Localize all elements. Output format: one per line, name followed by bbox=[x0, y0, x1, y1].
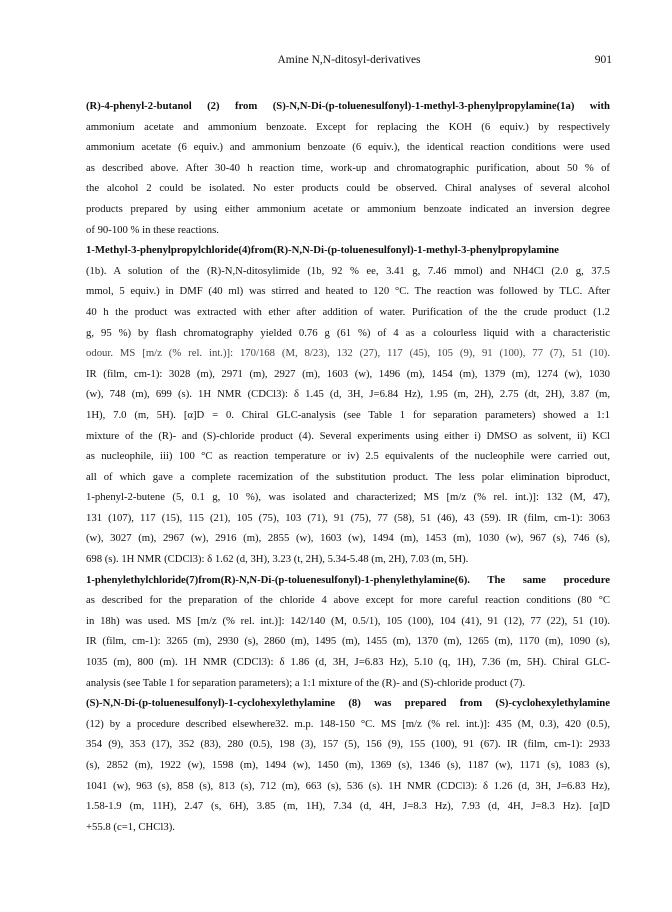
paragraph-ditosylamine-8 bbox=[86, 693, 610, 837]
text-line: 1041 (w), 963 (s), 858 (s), 813 (s), 712 (m), 663 (s), 536 (s). 1H NMR (CDCl3): δ 1.26 (d, 3H, J=6.83 Hz), bbox=[86, 779, 610, 792]
text-line: (R)-4-phenyl-2-butanol (2) from (S)-N,N-Di-(p-toluenesulfonyl)-1-methyl-3-phenylpropylamine(1a) with bbox=[86, 100, 610, 112]
text-line: odour. MS [m/z (% rel. int.)]: 170/168 (M, 8/23), 132 (27), 117 (45), 105 (9), 91 (100), 77 (7), 51 (10). bbox=[86, 347, 610, 360]
text-line: ammonium acetate and ammonium benzoate. Except for replacing the KOH (6 equiv.) by respectively bbox=[86, 120, 610, 133]
text-line: products prepared by using either ammonium acetate or ammonium benzoate indicated an inversion degree bbox=[86, 202, 610, 215]
text-line: ammonium acetate (6 equiv.) and ammonium benzoate (6 equiv.), the identical reaction conditions were used bbox=[86, 141, 610, 154]
paragraph-alcohol-ammonium bbox=[86, 96, 610, 240]
text-line: (S)-N,N-Di-(p-toluenesulfonyl)-1-cyclohexylethylamine (8) was prepared from (S)-cyclohexylethylamine bbox=[86, 697, 610, 710]
text-line: 1-phenylethylchloride(7)from(R)-N,N-Di-(p-toluenesulfonyl)-1-phenylethylamine(6). The same procedure bbox=[86, 573, 610, 586]
text-line: 1-Methyl-3-phenylpropylchloride(4)from(R)-N,N-Di-(p-toluenesulfonyl)-1-methyl-3-phenylpropylamine bbox=[86, 244, 559, 257]
text-line: 131 (107), 117 (15), 115 (21), 105 (75), 103 (71), 91 (75), 77 (58), 51 (46), 43 (59). IR (film, cm-1): 3063 bbox=[86, 511, 610, 524]
text-line: (1b). A solution of the (R)-N,N-ditosylimide (1b, 92 % ee, 3.41 g, 7.46 mmol) and NH4Cl (2.0 g, 37.5 bbox=[86, 264, 610, 277]
text-line: g, 95 %) by flash chromatography yielded 0.76 g (61 %) of 4 as a colourless liquid with a characteristic bbox=[86, 326, 610, 339]
text-line: in 18h) was used. MS [m/z (% rel. int.)]: 142/140 (M, 0.5/1), 105 (100), 104 (41), 91 (12), 77 (22), 51 (10). bbox=[86, 614, 610, 627]
text-line: as described for the preparation of the chloride 4 above except for more careful reaction conditions (80 °C bbox=[86, 594, 610, 607]
text-line: as nucleophile, iii) 100 °C as reaction temperature or iv) 2.5 equivalents of the nucleophile were carried out, bbox=[86, 450, 610, 463]
text-line: as described above. After 30-40 h reaction time, work-up and chromatographic purification, about 50 % of bbox=[86, 161, 610, 174]
text-line: 1.58-1.9 (m, 11H), 2.47 (s, 6H), 3.85 (m, 1H), 7.34 (d, 4H, J=8.3 Hz), 7.93 (d, 4H, J=8.3 Hz). [α]D bbox=[86, 800, 610, 813]
text-line: 1035 (m), 800 (m). 1H NMR (CDCl3): δ 1.86 (d, 3H, J=6.83 Hz), 5.10 (q, 1H), 7.36 (m, 5H). Chiral GLC- bbox=[86, 656, 610, 669]
page-header bbox=[86, 54, 612, 70]
text-line: 1-phenyl-2-butene (5, 0.1 g, 10 %), was isolated and characterized; MS [m/z (% rel. int.)]: 132 (M, 47), bbox=[86, 491, 610, 504]
text-line: 1H), 7.0 (m, 5H). [α]D = 0. Chiral GLC-analysis (see Table 1 for separation parameters) showed a 1:1 bbox=[86, 408, 610, 421]
text-line: (s), 2852 (m), 1922 (w), 1598 (m), 1494 (w), 1450 (m), 1369 (s), 1346 (s), 1187 (w), 1171 (s), 1083 (s), bbox=[86, 759, 610, 771]
text-line: of 90-100 % in these reactions. bbox=[86, 223, 219, 236]
article-body bbox=[86, 96, 610, 837]
text-line: 698 (s). 1H NMR (CDCl3): δ 1.62 (d, 3H), 3.23 (t, 2H), 5.34-5.48 (m, 2H), 7.03 (m, 5H). bbox=[86, 553, 469, 566]
page-number: 901 bbox=[594, 54, 612, 66]
text-line: IR (film, cm-1): 3028 (m), 2971 (m), 2927 (m), 1603 (w), 1496 (m), 1454 (m), 1379 (m), 1274 (w), 1030 bbox=[86, 367, 610, 380]
text-line: all of which gave a complete racemization of the substitution product. The less polar elimination biproduct, bbox=[86, 470, 610, 483]
paragraph-chloride-7 bbox=[86, 570, 610, 694]
paragraph-chloride-4 bbox=[86, 240, 610, 570]
text-line: 354 (9), 353 (17), 352 (83), 280 (0.5), 198 (3), 157 (5), 156 (9), 155 (100), 91 (67). IR (film, cm-1): 2933 bbox=[86, 738, 610, 751]
text-line: the alcohol 2 could be isolated. No ester products could be observed. Chiral analyses of several alcohol bbox=[86, 182, 610, 195]
text-line: (w), 748 (m), 699 (s). 1H NMR (CDCl3): δ 1.45 (d, 3H, J=6.84 Hz), 1.95 (m, 2H), 2.75 (dt, 2H), 3.87 (m, bbox=[86, 388, 610, 401]
text-line: 40 h the product was extracted with ether after addition of water. Purification of the the crude product (1.2 bbox=[86, 305, 610, 318]
text-line: (12) by a procedure described elsewhere32. m.p. 148-150 °C. MS [m/z (% rel. int.)]: 435 (M, 0.3), 420 (0.5), bbox=[86, 717, 610, 730]
text-line: analysis (see Table 1 for separation parameters); a 1:1 mixture of the (R)- and (S)-chloride product (7). bbox=[86, 676, 526, 689]
text-line: IR (film, cm-1): 3265 (m), 2930 (s), 2860 (m), 1495 (m), 1455 (m), 1370 (m), 1265 (m), 1170 (m), 1090 (s), bbox=[86, 635, 610, 648]
text-line: (w), 3027 (m), 2967 (w), 2916 (m), 2855 (w), 1603 (w), 1494 (m), 1453 (m), 1030 (w), 967 (s), 746 (s), bbox=[86, 532, 610, 545]
text-line: mixture of the (R)- and (S)-chloride product (4). Several experiments using either i) DMSO as solvent, ii) KCl bbox=[86, 429, 610, 442]
text-line: +55.8 (c=1, CHCl3). bbox=[86, 820, 175, 833]
running-title: Amine N,N-ditosyl-derivatives bbox=[277, 54, 421, 66]
text-line: mmol, 5 equiv.) in DMF (40 ml) was stirred and heated to 120 °C. The reaction was followed by TLC. After bbox=[86, 285, 610, 298]
